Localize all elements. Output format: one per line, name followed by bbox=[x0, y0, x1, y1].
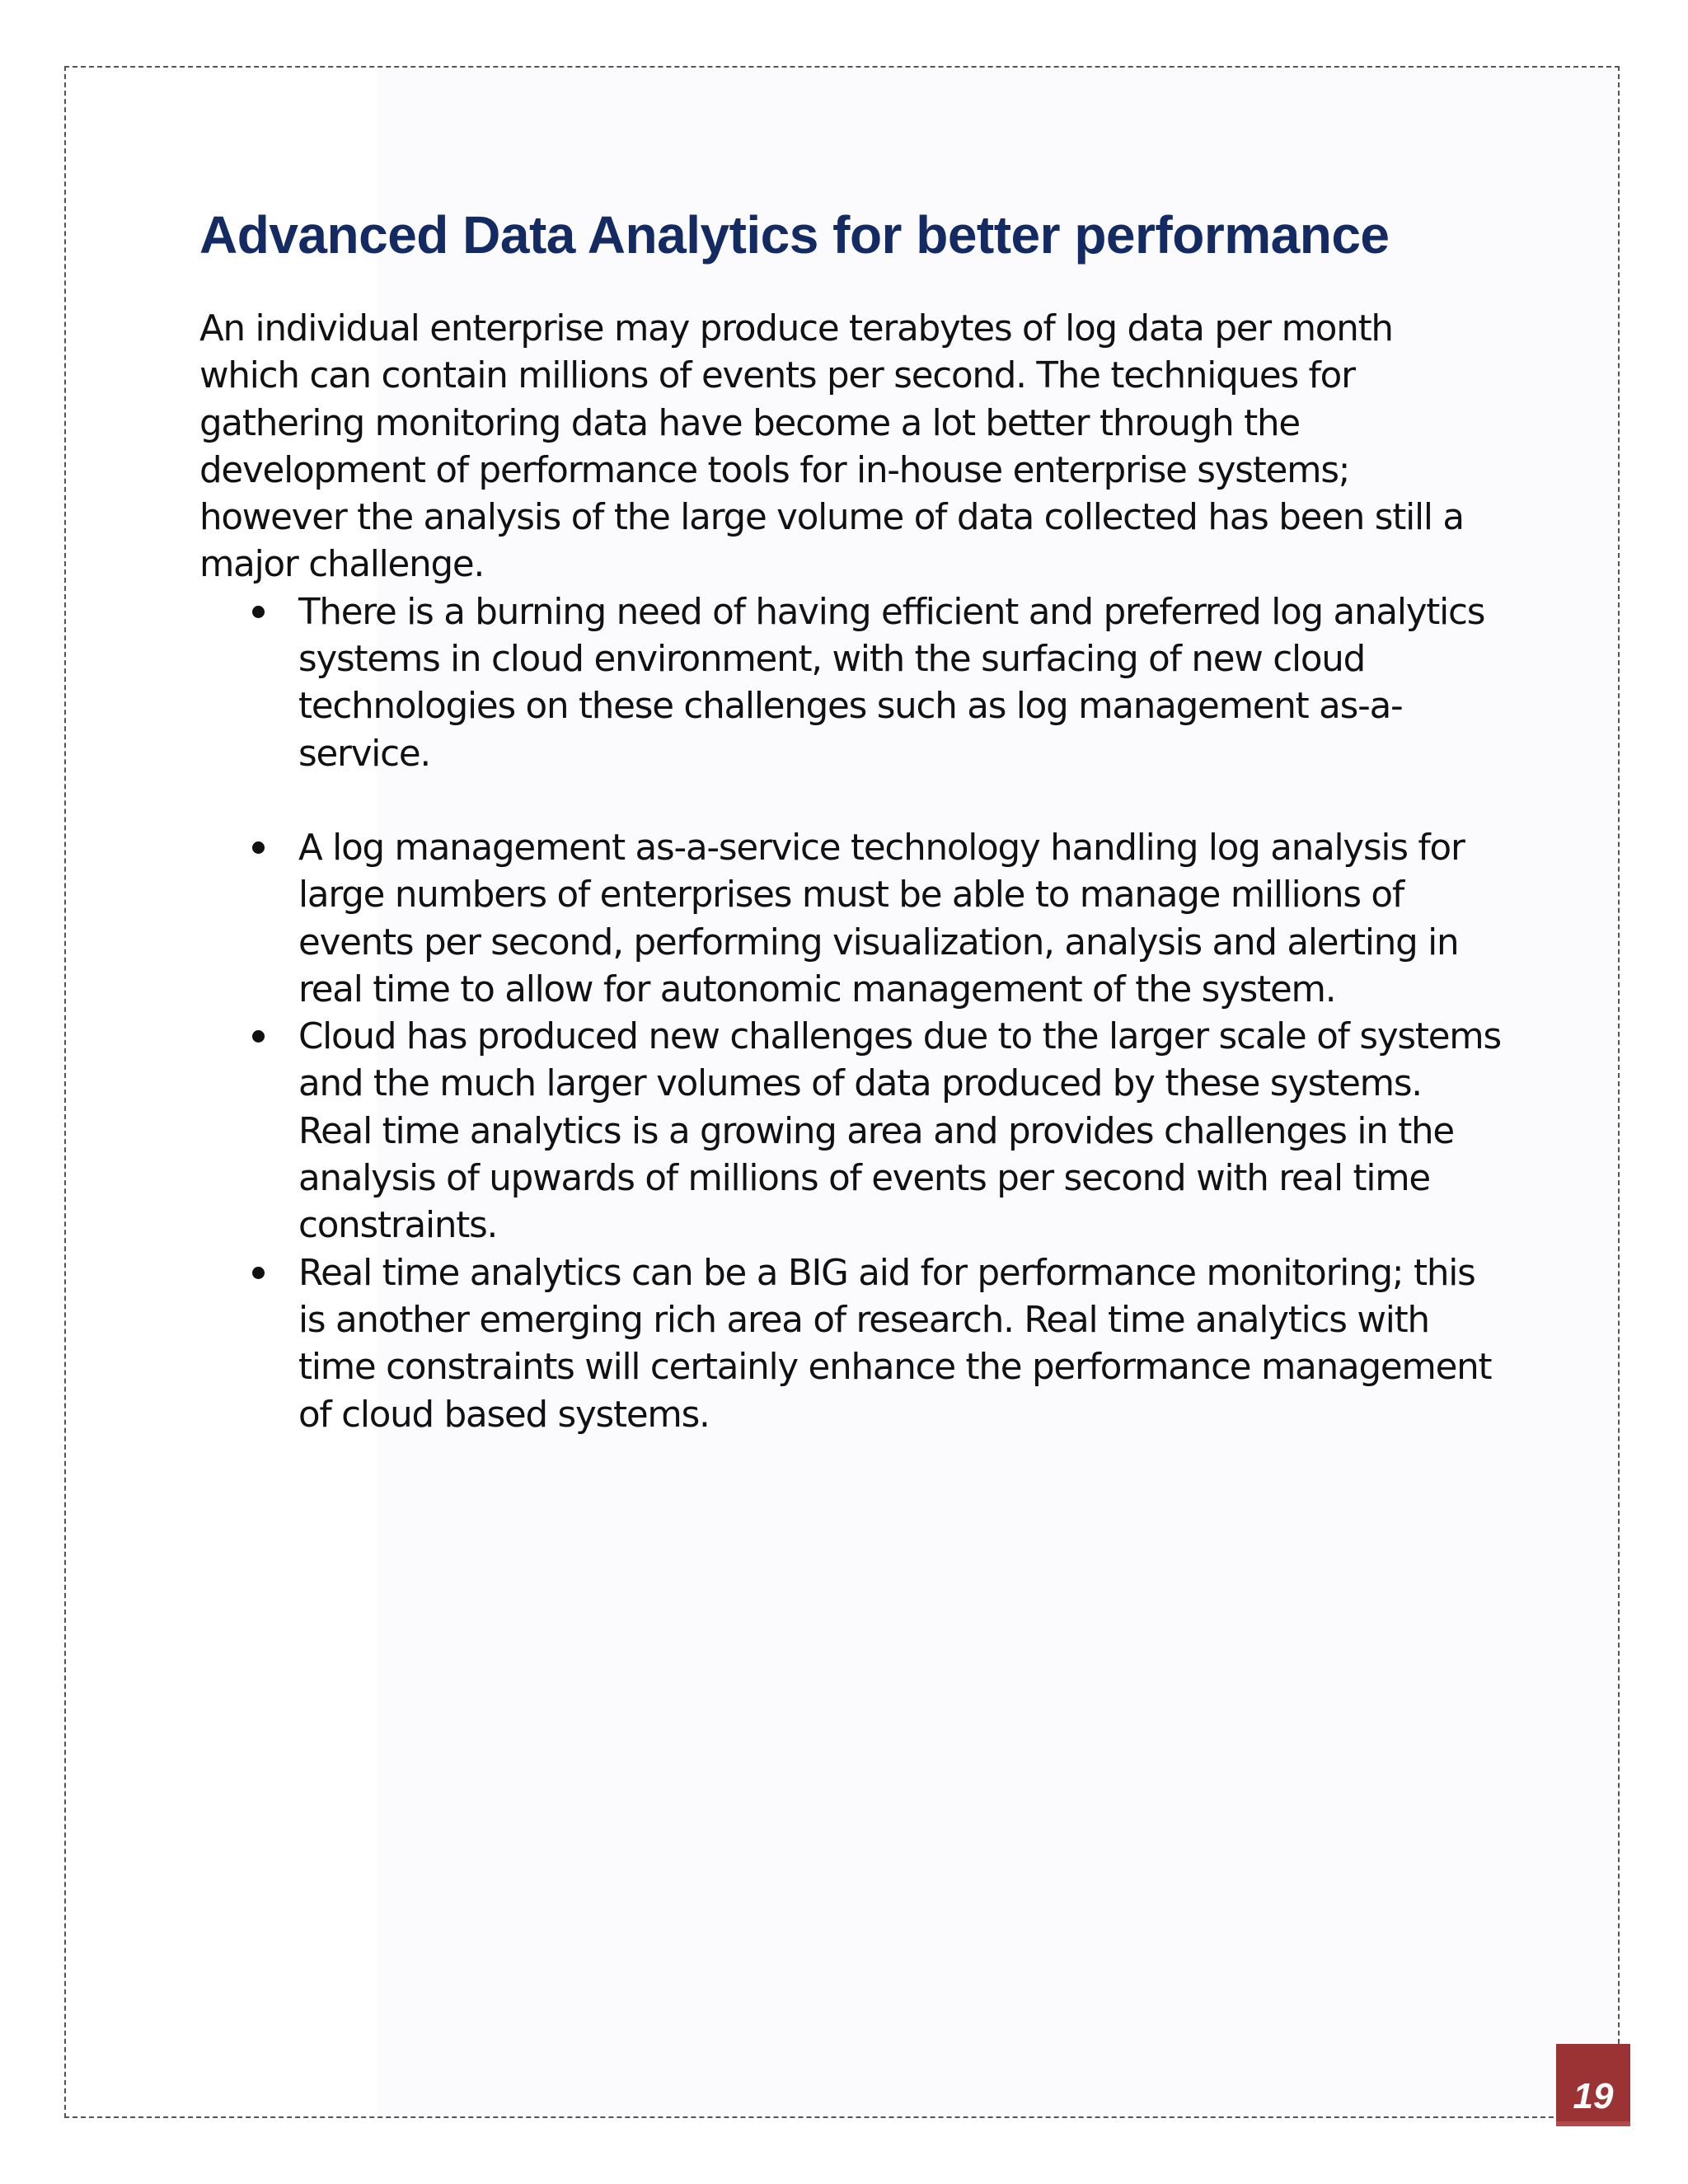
list-item bbox=[199, 825, 1502, 1014]
bullet-icon bbox=[252, 841, 265, 854]
bullet-icon bbox=[252, 1030, 265, 1043]
page-number-badge bbox=[1556, 2044, 1630, 2126]
list-item-text: Cloud has produced new challenges due to the larger scale of systems and the much larger volumes of data produced by these systems. Real time analytics is a growing area and provides challenges in the analysis of upwards of millions of events per second with real time constraints. bbox=[298, 1016, 1501, 1247]
intro-paragraph: An individual enterprise may produce terabytes of log data per month which can contain millions of events per second. The techniques for gathering monitoring data have become a lot better through the development of performance tools for in-house enterprise systems; however the analysis of the large volume of data collected has been still a major challenge. bbox=[199, 308, 1464, 586]
list-item-text: A log management as-a-service technology handling log analysis for large numbers of enterprises must be able to manage millions of events per second, performing visualization, analysis and alerting in real time to allow for autonomic management of the system. bbox=[298, 827, 1465, 1010]
bullet-list bbox=[199, 589, 1502, 1439]
page-content bbox=[199, 202, 1502, 1439]
page-title: Advanced Data Analytics for better performance bbox=[199, 205, 1390, 265]
list-item bbox=[199, 1014, 1502, 1249]
page-number: 19 bbox=[1573, 2076, 1614, 2116]
bullet-icon bbox=[252, 1267, 265, 1279]
bullet-icon bbox=[252, 606, 265, 618]
list-item-text: There is a burning need of having efficient and preferred log analytics systems in cloud environment, with the surfacing of new cloud technologies on these challenges such as log management as-a-service. bbox=[298, 591, 1485, 775]
list-item bbox=[199, 589, 1502, 778]
list-item-text: Real time analytics can be a BIG aid for performance monitoring; this is another emerging rich area of research. Real time analytics with time constraints will certainly enhance the performance management of cloud based systems. bbox=[298, 1252, 1492, 1436]
list-item bbox=[199, 1250, 1502, 1439]
